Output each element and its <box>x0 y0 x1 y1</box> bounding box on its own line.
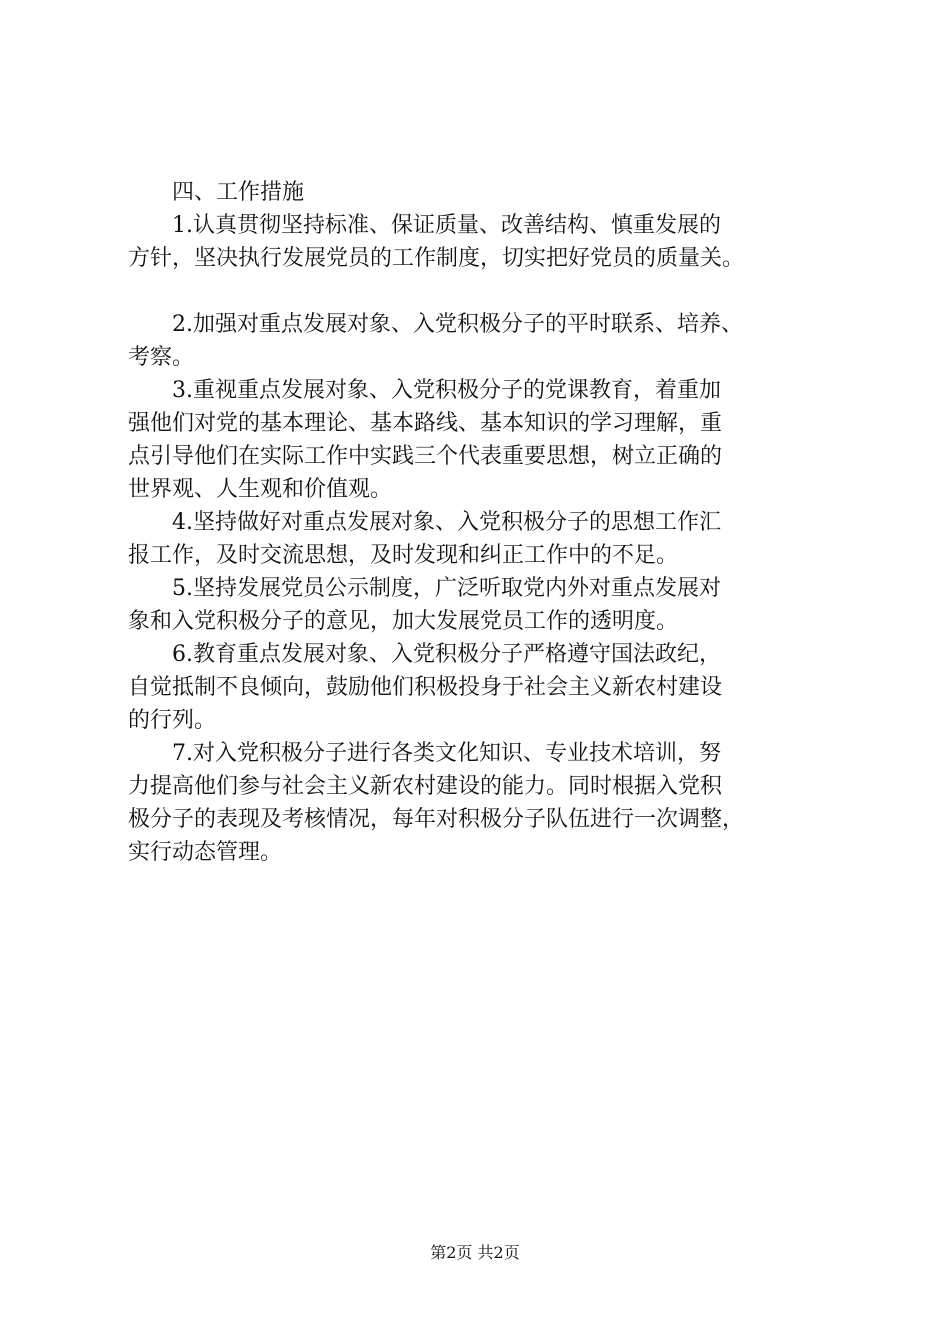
blank-line <box>128 275 838 308</box>
page-number-footer: 第2页 共2页 <box>430 1243 520 1262</box>
paragraph-5: 5.坚持发展党员公示制度，广泛听取党内外对重点发展对 象和入党积极分子的意见，加大发展党员工作的透明度。 <box>128 576 721 634</box>
paragraph-6: 6.教育重点发展对象、入党积极分子严格遵守国法政纪， 自觉抵制不良倾向，鼓励他们积极投身于社会主义新农村建设 的行列。 <box>128 642 723 733</box>
paragraph-3: 3.重视重点发展对象、入党积极分子的党课教育，着重加 强他们对党的基本理论、基本路线、基本知识的学习理解，重 点引导他们在实际工作中实践三个代表重要思想，树立正确的 世界观、人生观和价值观。 <box>128 378 723 502</box>
section-heading: 四、工作措施 <box>172 180 305 205</box>
paragraph-4: 4.坚持做好对重点发展对象、入党积极分子的思想工作汇 报工作，及时交流思想，及时发现和纠正工作中的不足。 <box>128 510 721 568</box>
paragraph-2: 2.加强对重点发展对象、入党积极分子的平时联系、培养、 考察。 <box>128 312 743 370</box>
paragraph-7: 7.对入党积极分子进行各类文化知识、专业技术培训，努 力提高他们参与社会主义新农村建设的能力。同时根据入党积 极分子的表现及考核情况，每年对积极分子队伍进行一次调整， 实行动态管理。 <box>128 741 745 865</box>
paragraph-1: 1.认真贯彻坚持标准、保证质量、改善结构、慎重发展的 方针，坚决执行发展党员的工作制度，切实把好党员的质量关。 <box>128 213 745 271</box>
document-body <box>128 176 838 869</box>
